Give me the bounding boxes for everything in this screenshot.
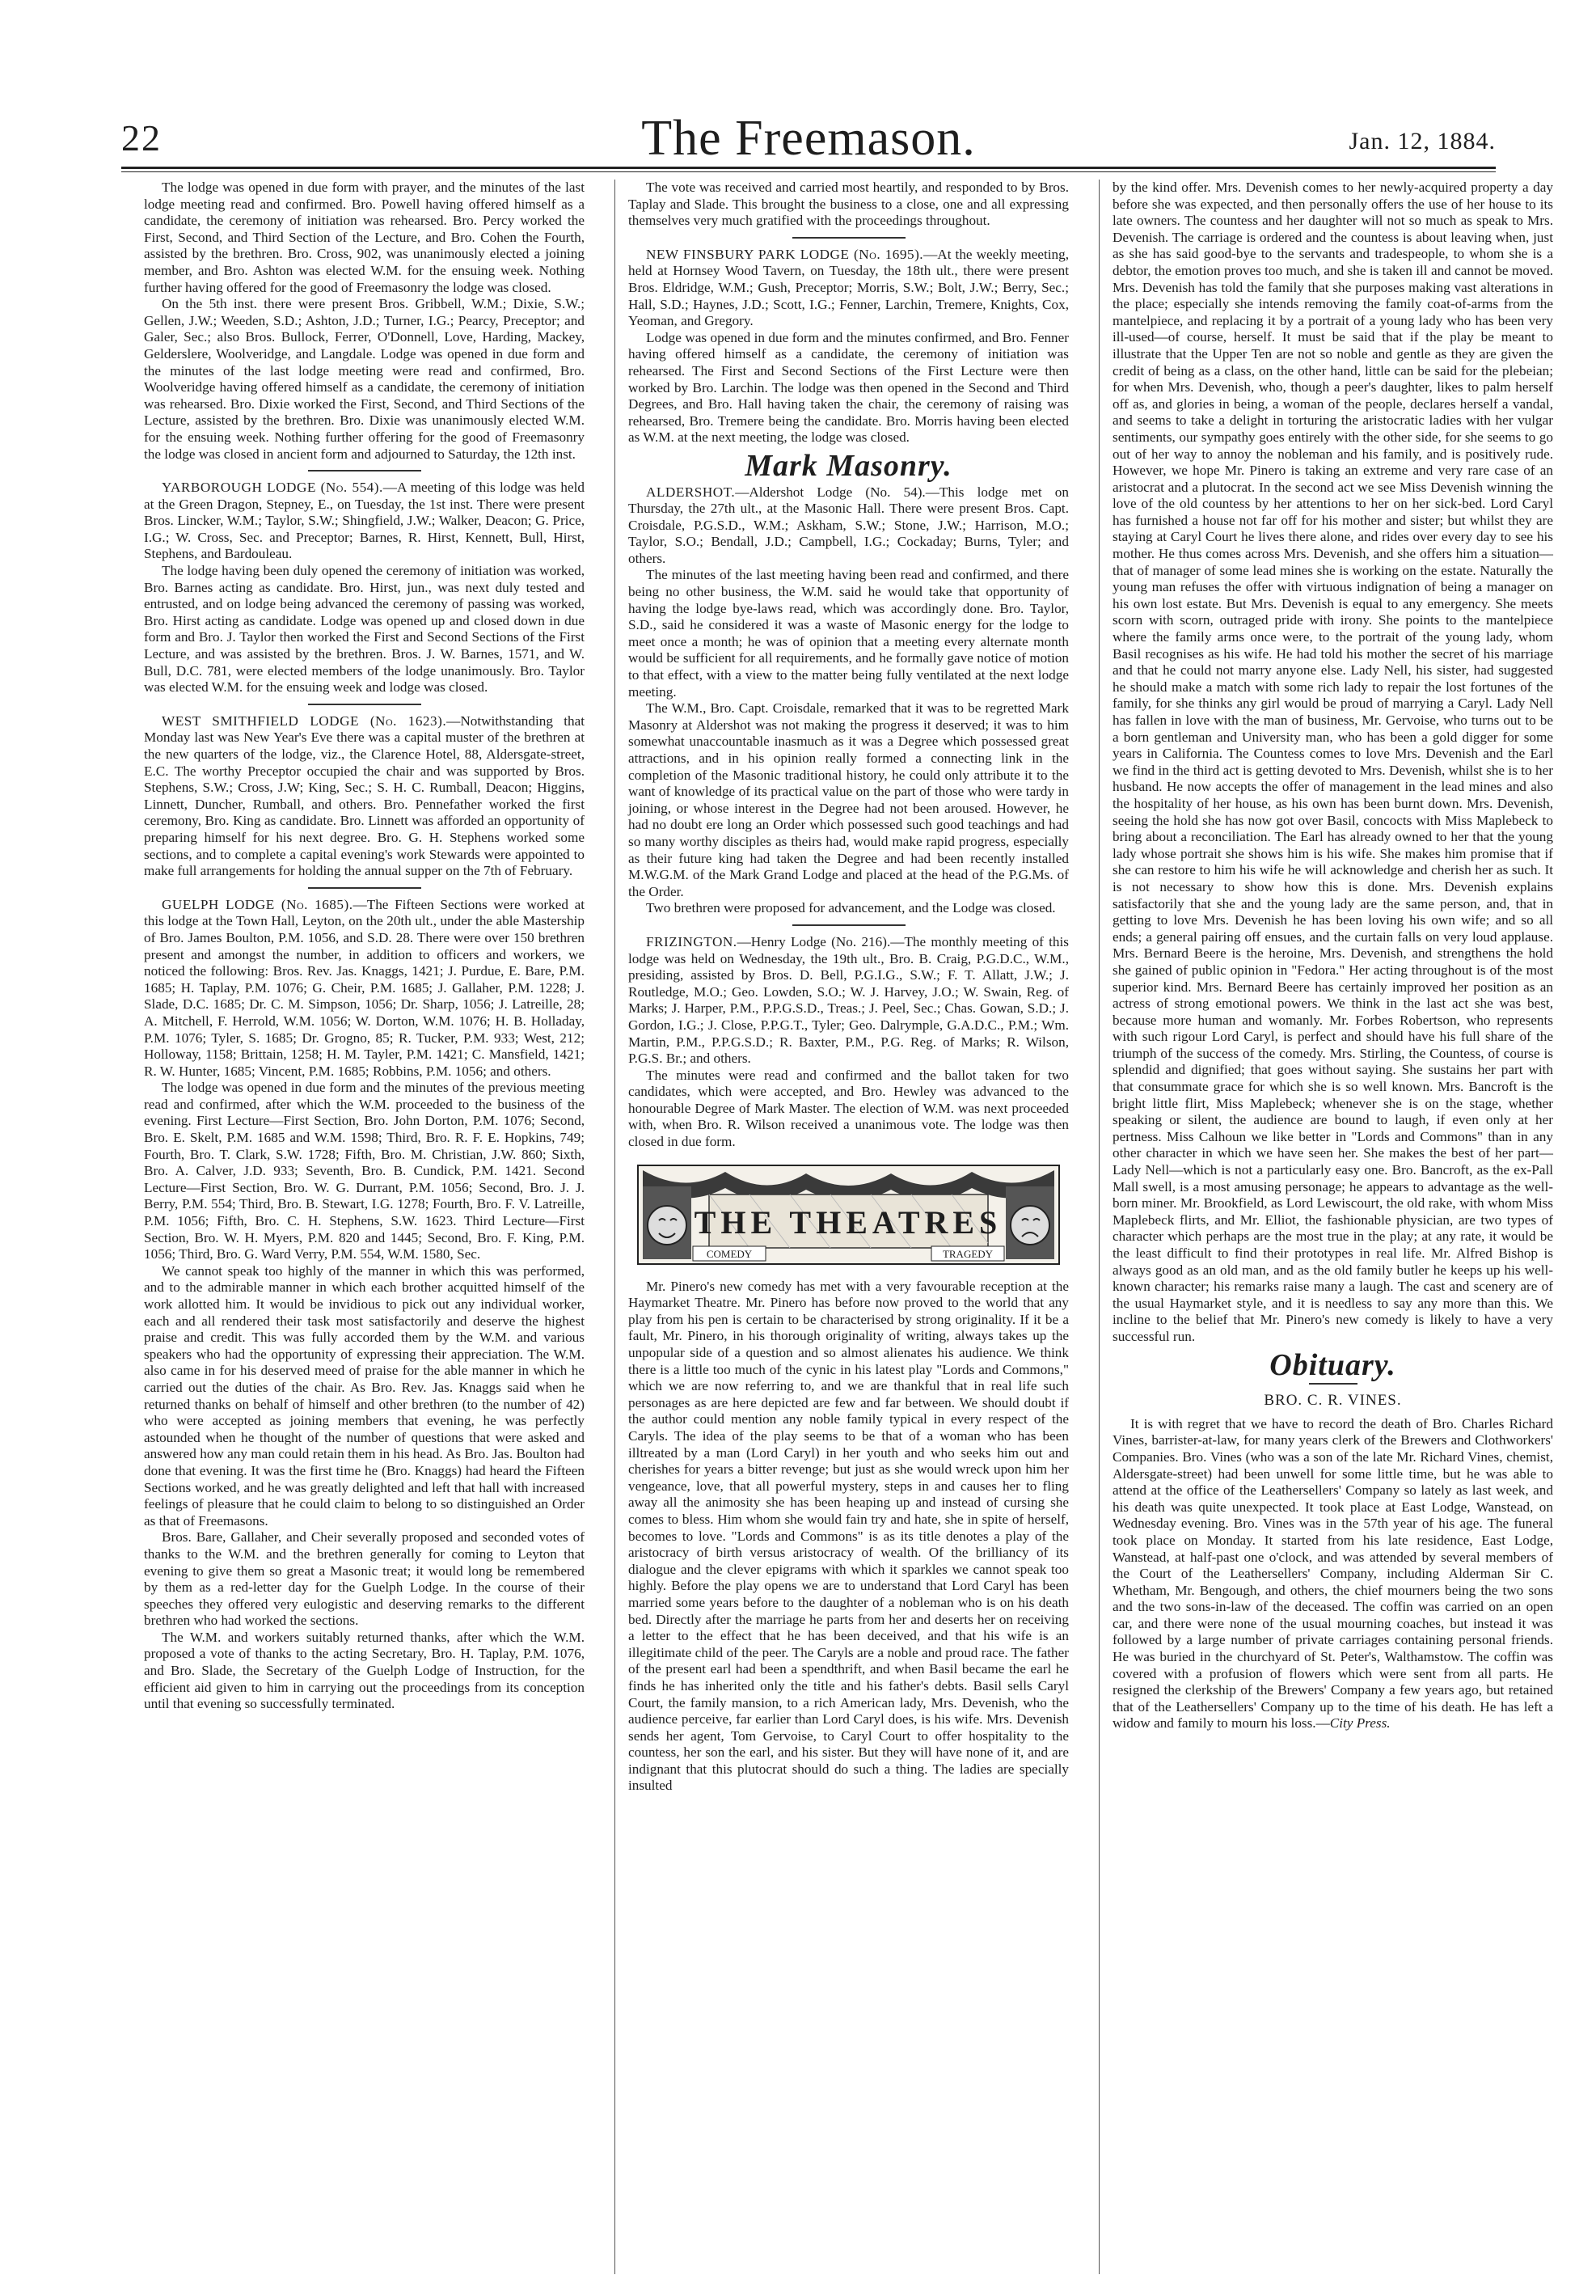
article-separator: [308, 887, 421, 889]
lodge-report: [144, 713, 585, 880]
article-separator: [1309, 1383, 1357, 1385]
lodge-report: [628, 934, 1069, 1068]
lodge-heading: FRIZINGTON.: [646, 933, 737, 949]
lodge-heading: YARBOROUGH LODGE (No. 554).: [162, 480, 383, 496]
obituary-text: It is with regret that we have to record the death of Bro. Charles Richard Vines, barrister-at-law, for many years clerk of the Brewers and Clothworkers' Companies. Bro. Vines (who was a son of the late Mr. Richard Vines, chemist, Aldersgate-street) had been unwell for some little time, but he was able to attend at the office of the Leathersellers' Company so lately as last week, and his death was quite unexpected. It took place at East Lodge, Wanstead, on Wednesday evening. Bro. Vines was in the 57th year of his age. The funeral took place on Monday. It started from his late residence, East Lodge, Wanstead, at half-past one o'clock, and was attended by several members of the Court of the Leathersellers' Company, including Alderman Sir C. Whetham, Mr. Bengough, and others, the chief mourners being the two sons and the two sons-in-law of the deceased. The coffin was carried on an open car, and there were none of the usual mourning coaches, but instead it was followed by a large number of private carriages containing personal friends. He was buried in the churchyard of St. Peter's, Walthamstow. The coffin was covered with a profusion of flowers which were sent from all parts. He resigned the clerkship of the Brewers' Company a few years ago, but retained that of the Leathersellers' Company up to the time of his death. He has left a widow and family to mourn his loss.—: [1113, 1415, 1553, 1732]
article-paragraph: Bros. Bare, Gallaher, and Cheir severally proposed and seconded votes of thanks to the W.M. and the brethren generally for coming to Leyton that evening to give them so great a Masonic treat; it would long be remembered by them as a red-letter day for the Guelph Lodge. In the course of their speeches they offered very eulogistic and deserving remarks to the different brethren who had worked the sections.: [144, 1529, 585, 1629]
report-text: —At the weekly meeting, held at Hornsey Wood Tavern, on Tuesday, the 18th ult., there were present Bros. Eldridge, W.M.; Gush, Preceptor; Morris, S.W.; Bolt, J.W.; Berry, Sec.; Hall, S.D.; Haynes, J.D.; Scott, I.G.; Fenner, Larchin, Tremere, Knights, Cox, Yeoman, and Gregory.: [628, 246, 1069, 329]
page-number: 22: [121, 117, 162, 159]
article-separator: [792, 237, 906, 239]
article-paragraph: by the kind offer. Mrs. Devenish comes to her newly-acquired property a day before she was expected, and then personally offers the use of her house to its late owners. The countess and her daughter will not so much as speak to Mrs. Devenish. The carriage is ordered and the countess is about leaving when, just as she has said good-bye to the servants and tradespeople, to whom she is a debtor, the emotion proves too much, and she is taken ill and cannot be moved. Mrs. Devenish has told the family that she purposes making vast alterations in the place; especially she intends removing the family coat-of-arms from the mantelpiece, and replacing it by a portrait of a young lady who has been very ill-used—of course, herself. It must be said that if the play be meant to illustrate that the Upper Ten are not so noble and gentle as they are given the credit of being as a class, on the other hand, little can be said for the plebeian; for when Mrs. Devenish, who, though a peer's daughter, likes to palm herself off as, and glories in being, a woman of the people, declares herself a vandal, and seems to take a delight in torturing the aristocratic ladies with her vulgar sentiments, our sympathy goes entirely with the other side, for she seems to go out of her way to annoy the nobleman and his family, and is positively rude. However, we hope Mr. Pinero is taking an extreme and very rare case of an aristocrat and a plutocrat. In the second act we see Miss Devenish winning the love of the old countess by her attentions to her on her sick-bed. Lord Caryl has furnished a house not far off for his mother and sister; but whilst they are staying at Caryl Court he lives there alone, and rides over every day to see his mother. He thus comes across Mrs. Devenish, and she offers him a situation—that of manager of some lead mines she is working on the estate. Naturally the young man refuses the offer with virtuous indignation of being a manager on his own lost estate. But Mrs. Devenish is equal to any emergency. She meets scorn with scorn, outraged pride with irony. She points to the mantelpiece where the family arms once were, to the portrait of the young lady, whom Basil recognises as his wife. He had told his mother the secret of his marriage and that he could not marry anyone else. Lady Nell, his sister, had suggested he should make a match with some rich lady to repair the lost fortunes of the family, for she thinks any girl would be proud of marrying a Caryl. Lady Nell has fallen in love with the man of business, Mr. Gervoise, who turns out to be a born gentleman and University man, who has been a gold digger for some years in California. The Countess comes to love Mrs. Devenish and the Earl we find in the third act is getting devoted to Mrs. Devenish, whilst she is to her husband. He now accepts the offer of management in the lead mines and also the hospitality of her house, as his own has been burnt down. Mrs. Devenish, seeing the hold she has now got over Basil, concocts with Miss Maplebeck to bring about a reconciliation. The Earl has already owned to her that the young lady whose portrait she shows him is his wife. She makes him promise that if she can restore to him his wife he will acknowledge and cherish her as such. It is not necessary to show how this is done. Mrs. Devenish explains satisfactorily that she and the young lady are the same person, and, that in getting to love Mrs. Devenish he has been loving his own wife; and so all ends; a general pairing off ensues, and the curtain falls on very loud applause. Mrs. Bernard Beere is the heroine, Mrs. Devenish, and strengthens the hold she gained of public opinion in "Fedora." Her acting throughout is of the most superior kind. Mrs. Bernard Beere has certainly improved her position as an actress of strong emotional powers. We think in the last act she was best, because more human and womanly. Mr. Forbes Robertson, who represents with such rigour Lord Caryl, is perfect and should have his full share of the triumph of the success of the comedy. Mrs. Stirling, the Countess, of course is splendid and dignified; that goes without saying. She sustains her part with that consummate grace for which she is so well known. Mrs. Bancroft is the bright little flirt, Miss Maplebeck; whenever she is on the stage, whether speaking or silent, the audience are bound to laugh, if even only at her pertness. Miss Calhoun we like better in "Lords and Commons" than in any other character in which we have seen her. She makes the best of her part—Lady Nell—which is not a particularly easy one. Bro. Bancroft, as the ex-Pall Mall swell, is a most amusing personage; he appears to advantage as the well-born miner. Mr. Brookfield, as Lord Lewiscourt, the old rake, with whom Miss Maplebeck flirts, and Mr. Elliot, the fashionable physician, are two types of character which perhaps are the most true in the play; at any rate, it would be the least difficult to find their prototypes in real life. Mr. Alfred Bishop is always good as an old man, and as the old family butler he keeps up his well-known character; his remarks raise many a laugh. The cast and scenery are of the usual Haymarket style, and it is needless to say any more than this. We incline to the belief that Mr. Pinero's new comedy is likely to have a very successful run.: [1113, 180, 1553, 1344]
lodge-report: [144, 480, 585, 563]
theatres-banner-illustration: [636, 1162, 1061, 1267]
article-separator: [792, 924, 906, 926]
report-text: —The Fifteen Sections were worked at this lodge at the Town Hall, Leyton, on the 20th ult., under the able Mastership of Bro. James Boulton, P.M. 1056, and S.D. 28. There were over 150 brethren present and amongst the number, in addition to officers and workers, we noticed the following: Bros. Rev. Jas. Knaggs, 1421; J. Purdue, E. Bare, P.M. 1685; H. Taplay, P.M. 1076; G. Cheir, P.M. 1685; J. Gallaher, P.M. 1228; J. Slade, D.C. 1685; Dr. C. M. Simpson, 1056; Dr. Sharp, 1056; J. Latreille, 28; A. Mitchell, F. Herrold, W.M. 1056; W. Dorton, W.M. 1076; H. B. Holladay, P.M. 1076; Tyler, S. 1685; Dr. Grogno, 85; R. Tucker, P.M. 933; West, 212; Holloway, 1158; Brittain, 1258; H. M. Tayler, P.M. 1421; C. Mansfield, 1421; R. W. Hunter, 1685; Vincent, P.M. 1685; Robbins, P.M. 1056; and others.: [144, 896, 585, 1079]
column-1: [144, 180, 585, 1713]
section-heading-obituary: Obituary.: [1269, 1347, 1396, 1382]
lodge-report: [628, 247, 1069, 330]
report-text: —Aldershot Lodge (No. 54).—This lodge met on Thursday, the 27th ult., at the Masonic Hall. There were present Bros. Capt. Croisdale, P.G.S.D., W.M.; Askham, S.W.; Stone, J.W.; Harrison, M.O.; Taylor, S.O.; Bendall, J.D.; Campbell, I.G.; Cockaday; Burns, Tyler; and others.: [628, 484, 1069, 566]
article-paragraph: The lodge was opened in due form with prayer, and the minutes of the last lodge meeting read and confirmed. Bro. Powell having offered himself as a candidate, the ceremony of initiation was rehearsed. Bro. Percy worked the First, Second, and Third Section of the Lecture, and Bro. Cohen the Fourth, assisted by the brethren. Bro. Cross, 902, was unanimously elected a joining member, and Bro. Ashton was elected W.M. for the ensuing week. Nothing further having offered for the good of Freemasonry the lodge was closed.: [144, 180, 585, 295]
article-paragraph: We cannot speak too highly of the manner in which this was performed, and to the admirable manner in which each brother acquitted himself of the work allotted him. It would be invidious to pick out any individual worker, each and all rendered their task most satisfactorily and deserve the highest praise and credit. This was fully accorded them by the W.M. and various speakers who had the opportunity of expressing their appreciation. The W.M. also came in for his deserved meed of praise for the able manner in which he carried out the duties of the chair. As Bro. Rev. Jas. Knaggs said when he returned thanks on behalf of himself and other brethren (to the number of 42) who were accepted as joining members that evening, he was perfectly astounded when he thought of the number of questions that were asked and answered how any man could retain them in his head. As Bro. Jas. Boulton had done that evening. It was the first time he (Bro. Knaggs) had heard the Fifteen Sections worked, and he was greatly delighted and left that hall with increased feelings of pleasure that he could claim to belong to so distinguished an Order as that of Freemasons.: [144, 1262, 585, 1529]
article-paragraph: The W.M. and workers suitably returned thanks, after which the W.M. proposed a vote of thanks to the acting Secretary, Bro. H. Taplay, P.M. 1076, and Bro. Slade, the Secretary of the Guelph Lodge of Instruction, for the efficient aid given to him in carrying out the proceedings from its conception until that evening so successfully terminated.: [144, 1629, 585, 1712]
lodge-report: [144, 897, 585, 1080]
lodge-heading: NEW FINSBURY PARK LODGE (No. 1695).: [646, 246, 924, 262]
section-heading-mark-masonry: Mark Masonry.: [745, 448, 952, 483]
report-text: —A meeting of this lodge was held at the Green Dragon, Stepney, E., on Tuesday, the 1st inst. There were present Bros. Lincker, W.M.; Taylor, S.W.; Shingfield, J.W.; Walker, Deacon; G. Price, I.G.; W. Cross, Sec. and Preceptor; Barnes, R. Hirst, Kennett, Bull, Hirst, Stephens, and Bardouleau.: [144, 480, 585, 562]
paper-title: The Freemason.: [641, 111, 976, 166]
article-paragraph: The lodge having been duly opened the ceremony of initiation was worked, Bro. Barnes acting as candidate. Bro. Hirst, jun., was next duly tested and entrusted, and on lodge being advanced the ceremony of passing was worked, Bro. Hirst acting as candidate. Lodge was opened up and closed down in due form and Bro. J. Taylor then worked the First and Second Sections of the First Lecture, and was assisted by the brethren. Bros. J. W. Barnes, 1571, and W. Bull, D.C. 781, were elected members of the lodge unanimously. Bro. Taylor was elected W.M. for the ensuing week and lodge was closed.: [144, 563, 585, 696]
comedy-label: COMEDY: [706, 1247, 753, 1260]
lodge-heading: WEST SMITHFIELD LODGE (No. 1623).: [162, 712, 447, 729]
article-paragraph: The minutes were read and confirmed and the ballot taken for two candidates, which were accepted, and Bro. Hewley was advanced to the honourable Degree of Mark Master. The election of W.M. was next proceeded with, when Bro. R. Wilson received a unanimous vote. The lodge was then closed in due form.: [628, 1067, 1069, 1150]
column-divider: [614, 180, 615, 2274]
masthead-rule-thin: [121, 171, 1496, 172]
lodge-report: [628, 484, 1069, 568]
column-divider: [1099, 180, 1100, 2274]
report-text: —Notwithstanding that Monday last was New Year's Eve there was a capital muster of the brethren at the new quarters of the lodge, viz., the Clarence Hotel, 88, Aldersgate-street, E.C. The worthy Preceptor occupied the chair and was supported by Bros. Stephens, S.W.; Cross, J.W; King, Sec.; S. H. C. Rumball, Deacon; Higgins, Linnett, Duncher, Rumball, and others. Bro. Pennefather worked the first ceremony, Bro. King as candidate. Bro. Linnett was afforded an opportunity of preparing himself for his next degree. Bro. G. H. Stephens worked some sections, and to complete a capital evening's work Stewards were appointed to make full arrangements for holding the annual supper on the 7th of February.: [144, 712, 585, 879]
article-paragraph: [1113, 1416, 1553, 1732]
article-paragraph: The vote was received and carried most heartily, and responded to by Bros. Taplay and Slade. This brought the business to a close, one and all expressing themselves very much gratified with the proceedings throughout.: [628, 180, 1069, 229]
article-separator: [308, 470, 421, 471]
obituary-subject: BRO. C. R. VINES.: [1264, 1392, 1402, 1410]
obituary-source: City Press.: [1329, 1715, 1391, 1732]
article-paragraph: The W.M., Bro. Capt. Croisdale, remarked that it was to be regretted Mark Masonry at Aldershot was not making the progress it deserved; it was to him somewhat unaccountable inasmuch as it was a Degree which possessed great attractions, and in his opinion really formed a connecting link in the completion of the Masonic traditional history, he could only attribute it to the want of knowledge of its practical value on the part of those who were tardy in joining, or whose interest in the Degree had not been aroused. However, he had no doubt ere long an Order which possessed such good teachings and had so many worthy disciples as theirs had, would make rapid progress, especially as their future king had taken the Degree and had been recently installed M.W.G.M. of the Mark Grand Lodge and placed at the head of the P.G.Ms. of the Order.: [628, 700, 1069, 899]
article-paragraph: The minutes of the last meeting having been read and confirmed, and there being no other business, the W.M. said he would take that opportunity of having the lodge bye-laws read, which was accordingly done. Bro. Taylor, S.D., said he considered it was a waste of Masonic energy for the lodge to meet once a month; he was of opinion that a meeting every alternate month would be sufficient for all requirements, and he formally gave notice of motion to that effect, with a view to the matter being fully ventilated at the next lodge meeting.: [628, 567, 1069, 700]
article-paragraph: Two brethren were proposed for advancement, and the Lodge was closed.: [646, 900, 1056, 916]
report-text: —Henry Lodge (No. 216).—The monthly meeting of this lodge was held on Wednesday, the 19th ult., Bro. B. Craig, P.G.D.C., W.M., presiding, assisted by Bros. D. Bell, P.G.I.G., S.W.; F. T. Allatt, J.W.; J. Routledge, M.O.; Geo. Lowden, S.O.; W. J. Harvey, J.O.; W. Swain, Reg. of Marks; J. Harper, P.M., P.P.G.S.D., Treas.; J. Peel, Sec.; Chas. Gowan, S.D.; J. Gordon, I.G.; J. Close, P.P.G.T., Tyler; Geo. Dalrymple, G.A.D.C., P.M.; Wm. Martin, P.M., P.P.G.S.D.; R. Baxter, P.M., P.G. Reg. of Marks; R. Wilson, P.G.S. Br.; and others.: [628, 933, 1069, 1067]
lodge-heading: ALDERSHOT.: [646, 484, 736, 500]
article-paragraph: On the 5th inst. there were present Bros. Gribbell, W.M.; Dixie, S.W.; Gellen, J.W.; Weeden, S.D.; Ashton, J.D.; Turner, I.G.; Pearcy, Preceptor; and Galer, Sec.; also Bros. Bullock, Ferrer, O'Donnell, Love, Harding, Mackey, Gelderslere, Woolveridge, and Langdale. Lodge was opened in due form and the minutes of the last lodge meeting were read and confirmed, Bro. Woolveridge having offered himself as a candidate, the ceremony of initiation was rehearsed. Bro. Dixie worked the First, Second, and Third Sections of the Lecture, assisted by the brethren. Bro. Dixie was unanimously elected W.M. for the ensuing week. Nothing further offering for the good of Freemasonry the lodge was closed in ancient form and adjourned to Saturday, the 12th inst.: [144, 296, 585, 462]
article-separator: [308, 704, 421, 705]
issue-date: Jan. 12, 1884.: [1349, 128, 1496, 154]
column-3: [1113, 180, 1553, 1732]
theatres-banner: [636, 1162, 1061, 1267]
article-paragraph: Mr. Pinero's new comedy has met with a very favourable reception at the Haymarket Theatre. Mr. Pinero has before now proved to the world that any play from his pen is certain to be characterised by strong originality. If it be a fault, Mr. Pinero, in his thorough originality of writing, always takes up the unpopular side of a question and so almost alienates his audience. We think there is a little too much of the cynic in his latest play "Lords and Commons," which we are now referring to, and we are thankful that in real life such personages as are here depicted are few and far between. We should doubt if the author could mention any noble family typical in every respect of the Caryls. The idea of the play seems to be that of a woman who has been illtreated by a man (Lord Caryl) in her youth and who seeks him out and cherishes for years a bitter revenge; but just as she would wreck upon him her vengeance, love, that all powerful mystery, steps in and causes her to fling away all the animosity she has been heaping up and instead of cursing she comes to bless. Him whom she would fain try and hate, she in spite of herself, becomes to love. "Lords and Commons" is as its title denotes a play of the aristocracy of birth versus aristocracy of wealth. Of the brilliancy of its dialogue and the clever epigrams with which it sparkles we cannot speak too highly. Before the play opens we are to understand that Lord Caryl has been married some years before to the daughter of a nobleman who is on his death bed. Directly after the marriage he parts from her and deserts her on receiving a letter to the effect that he has been deceived, and that his wife is an illegitimate child of the peer. The Caryls are a noble and proud race. The father of the present earl had been a spendthrift, and when Basil became the earl he finds he has inherited only the title and his father's debts. Basil sells Caryl Court, the family mansion, to a rich American lady, Mrs. Devenish, who the audience perceive, far earlier than Lord Caryl does, is his wife. Mrs. Devenish sends her agent, Tom Gervoise, to Caryl Court to offer hospitality to the countess, her son the earl, and his sister. But they will have none of it, and are indignant that this plutocrat should do such a thing. The ladies are specially insulted: [628, 1278, 1069, 1794]
article-paragraph: Lodge was opened in due form and the minutes confirmed, and Bro. Fenner having offered himself as a candidate, the ceremony of initiation was rehearsed. The First and Second Sections of the First Lecture were then worked by Bro. Larchin. The lodge was then opened in the Second and Third Degrees, and Bro. Hall having taken the chair, the ceremony of raising was rehearsed, Bro. Tremere being the candidate. Bro. Morris having been elected as W.M. at the next meeting, the lodge was closed.: [628, 329, 1069, 446]
article-paragraph: The lodge was opened in due form and the minutes of the previous meeting read and confirmed, after which the W.M. proceeded to the business of the evening. First Lecture—First Section, Bro. John Dorton, P.M. 1076; Second, Bro. E. Skelt, P.M. 1685 and W.M. 1598; Third, Bro. R. F. E. Hopkins, 749; Fourth, Bro. T. Clark, S.W. 1728; Fifth, Bro. M. Christian, J.W. 860; Sixth, Bro. A. Calver, J.D. 933; Seventh, Bro. B. Cundick, P.M. 1421. Second Lecture—First Section, Bro. W. G. Durrant, P.M. 1056; Second, Bro. J. J. Berry, P.M. 554; Third, Bro. B. Stewart, I.G. 1278; Fourth, Bro. F. V. Latreille, P.M. 1056; Fifth, Bro. C. H. Stephens, S.W. 1623. Third Lecture—First Section, Bro. W. H. Myers, P.M. 820 and 1445; Second, Bro. F. King, P.M. 1056; Third, Bro. G. Ward Verry, P.M. 554, W.M. 1580, Sec.: [144, 1080, 585, 1262]
theatres-title: THE THEATRES: [694, 1203, 1003, 1241]
masthead-rule: [121, 167, 1496, 169]
masthead: [121, 110, 1496, 173]
lodge-heading: GUELPH LODGE (No. 1685).: [162, 896, 353, 912]
column-2: [628, 180, 1069, 1795]
tragedy-label: TRAGEDY: [942, 1247, 994, 1260]
